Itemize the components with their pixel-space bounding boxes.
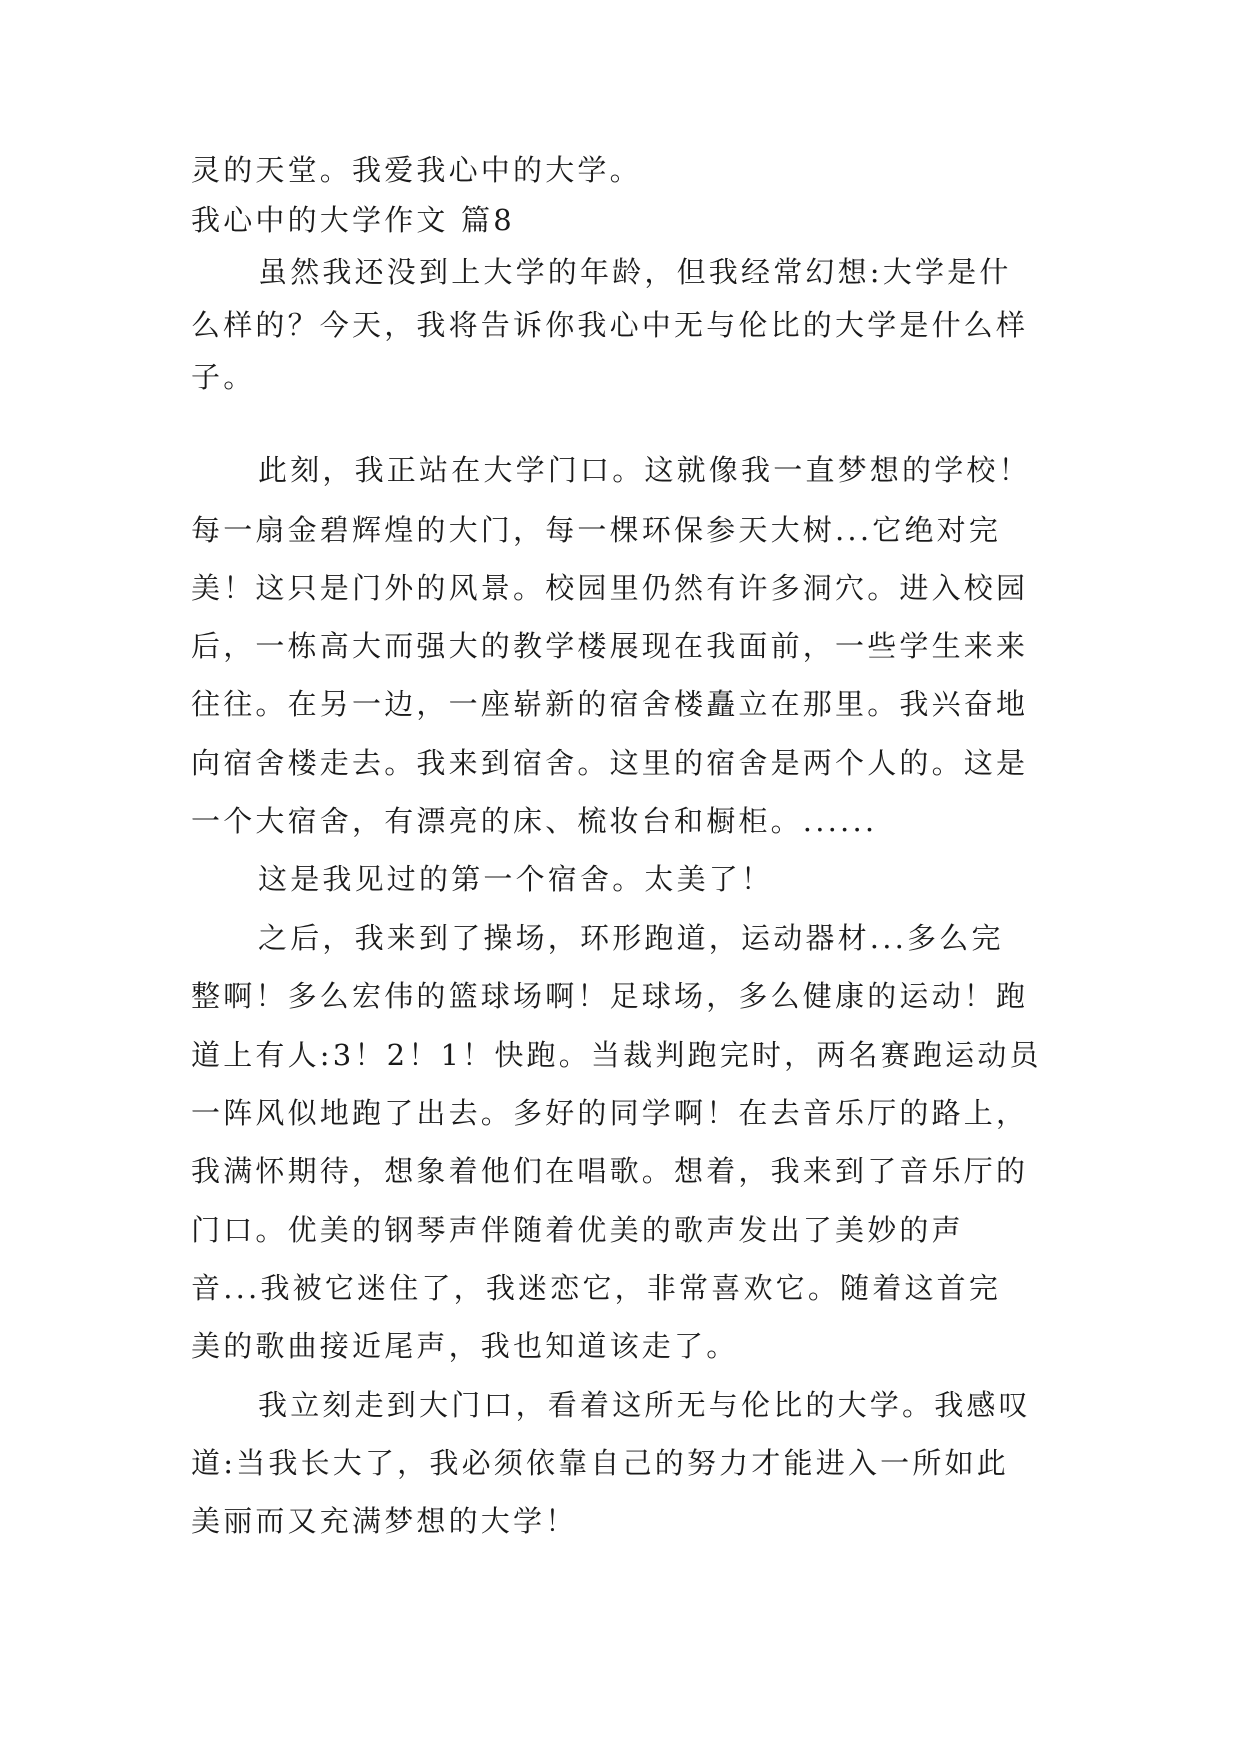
paragraph-line: 整啊！多么宏伟的篮球场啊！足球场，多么健康的运动！跑 — [191, 979, 1029, 1013]
section-heading: 我心中的大学作文 篇8 — [191, 203, 515, 237]
paragraph-line: 每一扇金碧辉煌的大门，每一棵环保参天大树...它绝对完 — [191, 513, 1002, 547]
paragraph-line: 一阵风似地跑了出去。多好的同学啊！在去音乐厅的路上， — [191, 1096, 1029, 1130]
paragraph-line: 之后，我来到了操场，环形跑道，运动器材...多么完 — [258, 921, 1004, 955]
paragraph-line: 道:当我长大了，我必须依靠自己的努力才能进入一所如此 — [191, 1446, 1009, 1480]
paragraph-line: 美！这只是门外的风景。校园里仍然有许多洞穴。进入校园 — [191, 571, 1029, 605]
paragraph-line: 门口。优美的钢琴声伴随着优美的歌声发出了美妙的声 — [191, 1213, 964, 1247]
paragraph-line: 么样的？今天，我将告诉你我心中无与伦比的大学是什么样 — [191, 308, 1029, 342]
paragraph-line: 往往。在另一边，一座崭新的宿舍楼矗立在那里。我兴奋地 — [191, 687, 1029, 721]
paragraph-line: 音...我被它迷住了，我迷恋它，非常喜欢它。随着这首完 — [191, 1271, 1002, 1305]
paragraph-line: 道上有人:3！2！1！快跑。当裁判跑完时，两名赛跑运动员 — [191, 1038, 1042, 1072]
paragraph-line: 我满怀期待，想象着他们在唱歌。想着，我来到了音乐厅的 — [191, 1154, 1029, 1188]
paragraph-line: 后，一栋高大而强大的教学楼展现在我面前，一些学生来来 — [191, 629, 1029, 663]
paragraph-line: 向宿舍楼走去。我来到宿舍。这里的宿舍是两个人的。这是 — [191, 746, 1029, 780]
paragraph-line: 我立刻走到大门口，看着这所无与伦比的大学。我感叹 — [258, 1388, 1031, 1422]
paragraph-line: 美的歌曲接近尾声，我也知道该走了。 — [191, 1329, 739, 1363]
paragraph-line: 美丽而又充满梦想的大学！ — [191, 1504, 578, 1538]
paragraph-line: 子。 — [191, 360, 256, 394]
paragraph-line: 此刻，我正站在大学门口。这就像我一直梦想的学校！ — [258, 453, 1031, 487]
paragraph-line: 灵的天堂。我爱我心中的大学。 — [191, 153, 642, 187]
paragraph-line: 一个大宿舍，有漂亮的床、梳妆台和橱柜。...... — [191, 804, 878, 838]
paragraph-line: 这是我见过的第一个宿舍。太美了！ — [258, 862, 774, 896]
paragraph-line: 虽然我还没到上大学的年龄，但我经常幻想:大学是什 — [258, 255, 1012, 289]
